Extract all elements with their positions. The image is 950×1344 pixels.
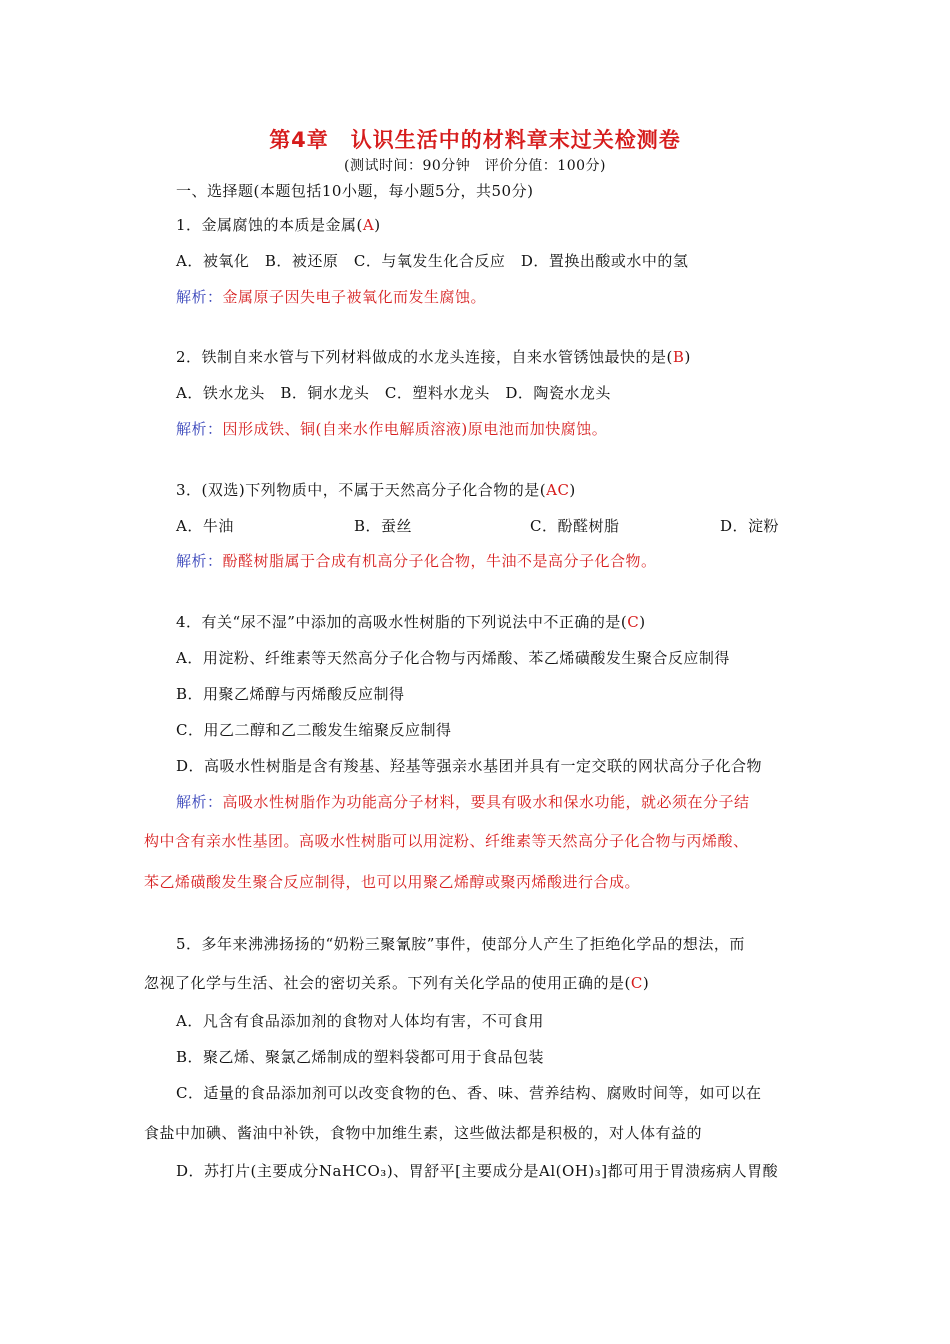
question-5-stem-line-2: [144, 972, 649, 993]
question-2-answer: B: [672, 348, 685, 366]
question-3-close: ): [569, 481, 576, 499]
question-5-answer: C: [630, 974, 643, 992]
question-1-stem: [176, 214, 381, 235]
question-1-text: 1．金属腐蚀的本质是金属(: [176, 216, 363, 234]
analysis-label: 解析：: [176, 793, 223, 811]
question-1-options: A．被氧化 B．被还原 C．与氧发生化合反应 D．置换出酸或水中的氢: [176, 252, 689, 270]
question-4-stem: [176, 611, 646, 632]
question-1-analysis: [176, 286, 486, 307]
question-2-options: A．铁水龙头 B．铜水龙头 C．塑料水龙头 D．陶瓷水龙头: [176, 384, 611, 402]
question-3-analysis: [176, 550, 657, 571]
question-4-text: 4．有关“尿不湿”中添加的高吸水性树脂的下列说法中不正确的是(: [176, 613, 628, 631]
question-5-close: ): [642, 974, 650, 992]
page-title: 第4章 认识生活中的材料章末过关检测卷: [269, 128, 681, 152]
analysis-label: 解析：: [176, 552, 223, 570]
question-3-stem: [176, 479, 576, 500]
question-4-analysis: [176, 791, 750, 812]
analysis-label: 解析：: [176, 288, 223, 306]
question-5-stem-line-1: 5．多年来沸沸扬扬的“奶粉三聚氰胺”事件，使部分人产生了拒绝化学品的想法，而: [176, 935, 745, 953]
question-5-option-c: C．适量的食品添加剂可以改变食物的色、香、味、营养结构、腐败时间等，如可以在: [176, 1084, 762, 1102]
option-c: C．酚醛树脂: [530, 517, 620, 535]
analysis-text: 酚醛树脂属于合成有机高分子化合物，牛油不是高分子化合物。: [222, 552, 657, 570]
question-4-option-b: B．用聚乙烯醇与丙烯酸反应制得: [176, 685, 405, 703]
option-b: B．蚕丝: [354, 517, 413, 535]
option-d: D．淀粉: [720, 517, 780, 535]
question-1-answer: A: [362, 216, 375, 234]
analysis-text: 因形成铁、铜(自来水作电解质溶液)原电池而加快腐蚀。: [222, 420, 608, 438]
analysis-label: 解析：: [176, 420, 223, 438]
question-2-text: 2．铁制自来水管与下列材料做成的水龙头连接，自来水管锈蚀最快的是(: [176, 348, 673, 366]
question-4-close: ): [639, 613, 646, 631]
question-5-option-c-cont: 食盐中加碘、酱油中补铁，食物中加维生素，这些做法都是积极的，对人体有益的: [144, 1124, 703, 1142]
analysis-text: 高吸水性树脂作为功能高分子材料，要具有吸水和保水功能，就必须在分子结: [222, 793, 750, 811]
question-4-analysis-line-2: 构中含有亲水性基团。高吸水性树脂可以用淀粉、纤维素等天然高分子化合物与丙烯酸、: [144, 832, 749, 850]
analysis-text: 金属原子因失电子被氧化而发生腐蚀。: [222, 288, 487, 306]
question-5-option-d: D．苏打片(主要成分NaHCO₃)、胃舒平[主要成分是Al(OH)₃]都可用于胃溃疡病人胃酸: [176, 1162, 779, 1180]
question-2-stem: [176, 346, 691, 367]
section-heading: 一、选择题(本题包括10小题，每小题5分，共50分): [176, 182, 534, 200]
option-a: A．牛油: [176, 517, 234, 535]
question-4-option-a: A．用淀粉、纤维素等天然高分子化合物与丙烯酸、苯乙烯磺酸发生聚合反应制得: [176, 649, 730, 667]
question-3-answer: AC: [546, 481, 570, 499]
question-5-option-a: A．凡含有食品添加剂的食物对人体均有害，不可食用: [176, 1012, 544, 1030]
question-3-text: 3．(双选)下列物质中，不属于天然高分子化合物的是(: [176, 481, 547, 499]
question-5-text: 忽视了化学与生活、社会的密切关系。下列有关化学品的使用正确的是(: [144, 974, 631, 992]
question-4-option-c: C．用乙二醇和乙二酸发生缩聚反应制得: [176, 721, 452, 739]
question-2-analysis: [176, 418, 607, 439]
question-4-answer: C: [627, 613, 640, 631]
question-1-close: ): [374, 216, 381, 234]
question-4-option-d: D．高吸水性树脂是含有羧基、羟基等强亲水基团并具有一定交联的网状高分子化合物: [176, 757, 763, 775]
question-2-close: ): [684, 348, 691, 366]
page-subtitle: (测试时间：90分钟 评价分值：100分): [344, 158, 606, 174]
question-4-analysis-line-3: 苯乙烯磺酸发生聚合反应制得，也可以用聚乙烯醇或聚丙烯酸进行合成。: [144, 873, 641, 891]
question-5-option-b: B．聚乙烯、聚氯乙烯制成的塑料袋都可用于食品包装: [176, 1048, 545, 1066]
